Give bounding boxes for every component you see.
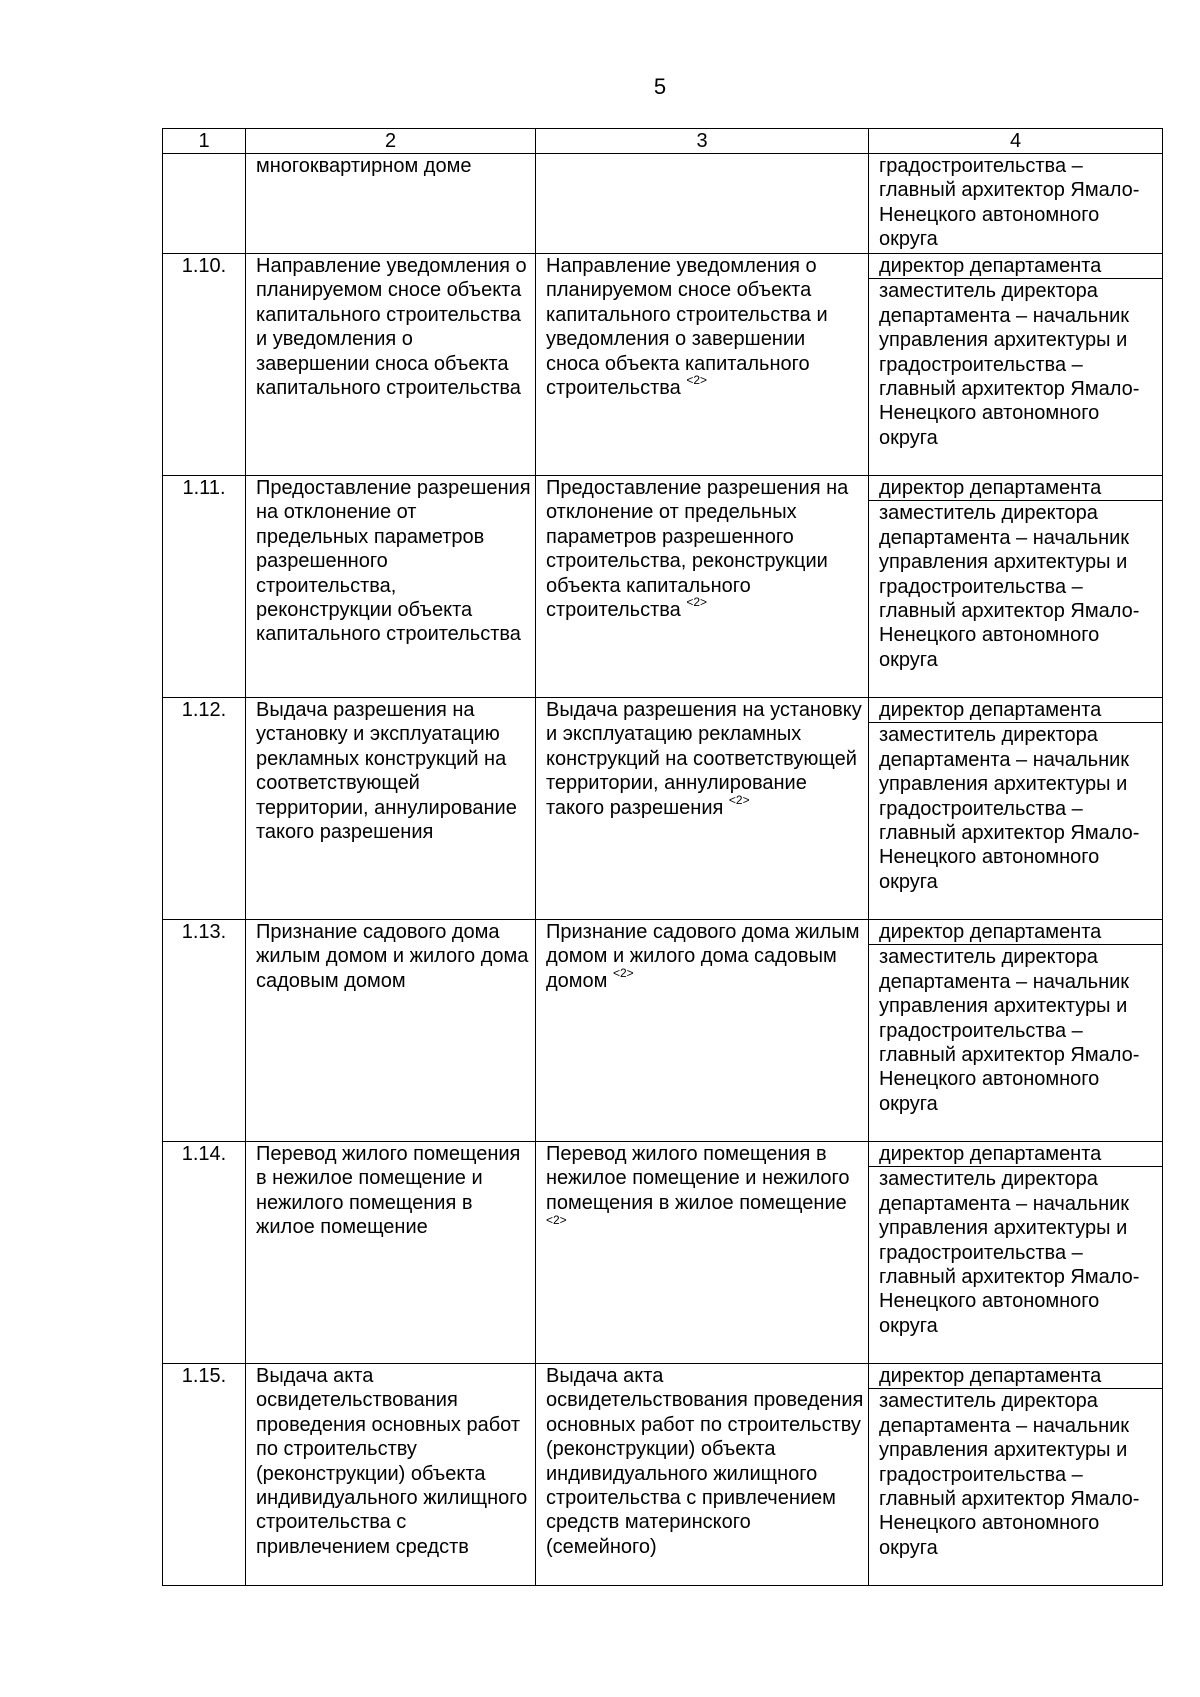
footnote-mark: <2>: [546, 1212, 567, 1227]
basis-text: Выдача разрешения на установку и эксплуатацию рекламных конструкций на соответствующей территории, аннулирование такого разрешения: [546, 699, 862, 819]
responsible-primary: директор департамента: [869, 1364, 1162, 1389]
basis-text: Перевод жилого помещения в нежилое помещение и нежилого помещения в жилое помещение: [546, 1143, 850, 1214]
service-cell: Направление уведомления о планируемом сносе объекта капитального строительства и уведомления о завершении сноса объекта капитального строительства: [246, 254, 536, 476]
responsible-cell: [869, 476, 1163, 698]
column-header: 3: [536, 129, 869, 154]
table-row-continuation: [163, 154, 1163, 254]
row-number: 1.11.: [163, 476, 246, 698]
basis-cell: [536, 476, 869, 698]
service-cell: Выдача акта освидетельствования проведения основных работ по строительству (реконструкции) объекта индивидуального жилищного строительства с привлечением средств: [246, 1364, 536, 1586]
row-number: 1.13.: [163, 920, 246, 1142]
responsible-secondary: заместитель директора департамента – начальник управления архитектуры и градостроительства – главный архитектор Ямало-Ненецкого автономного округа: [879, 1168, 1140, 1337]
basis-text: Предоставление разрешения на отклонение от предельных параметров разрешенного строительства, реконструкции объекта капитального строительства: [546, 477, 849, 622]
column-header: 1: [163, 129, 246, 154]
page-number: 5: [653, 74, 667, 99]
responsible-secondary: заместитель директора департамента – начальник управления архитектуры и градостроительства – главный архитектор Ямало-Ненецкого автономного округа: [879, 946, 1140, 1115]
row-number: 1.10.: [163, 254, 246, 476]
service-cell: Перевод жилого помещения в нежилое помещение и нежилого помещения в жилое помещение: [246, 1142, 536, 1364]
responsible-cell: [869, 1364, 1163, 1586]
row-number-cell: [163, 154, 246, 254]
table-header-row: [163, 129, 1163, 154]
responsible-cell: [869, 254, 1163, 476]
service-cell: Признание садового дома жилым домом и жилого дома садовым домом: [246, 920, 536, 1142]
basis-cell: [536, 154, 869, 254]
table-row: [163, 1142, 1163, 1364]
table-row: [163, 1364, 1163, 1586]
basis-text: Признание садового дома жилым домом и жилого дома садовым домом: [546, 921, 860, 992]
responsible-secondary: заместитель директора департамента – начальник управления архитектуры и градостроительства – главный архитектор Ямало-Ненецкого автономного округа: [879, 1390, 1140, 1559]
responsible-secondary: заместитель директора департамента – начальник управления архитектуры и градостроительства – главный архитектор Ямало-Ненецкого автономного округа: [879, 280, 1140, 449]
basis-cell: [536, 1364, 869, 1586]
responsible-primary: директор департамента: [869, 920, 1162, 945]
service-cell: Предоставление разрешения на отклонение от предельных параметров разрешенного строительства, реконструкции объекта капитального строительства: [246, 476, 536, 698]
row-number: 1.12.: [163, 698, 246, 920]
table-row: [163, 698, 1163, 920]
responsible-secondary: заместитель директора департамента – начальник управления архитектуры и градостроительства – главный архитектор Ямало-Ненецкого автономного округа: [879, 724, 1140, 893]
responsible-secondary: заместитель директора департамента – начальник управления архитектуры и градостроительства – главный архитектор Ямало-Ненецкого автономного округа: [879, 502, 1140, 671]
responsible-primary: директор департамента: [869, 254, 1162, 279]
footnote-mark: <2>: [686, 595, 708, 610]
basis-text: Направление уведомления о планируемом сносе объекта капитального строительства и уведомления о завершении сноса объекта капитального строительства: [546, 255, 828, 400]
responsible-primary: директор департамента: [869, 476, 1162, 501]
column-header: 2: [246, 129, 536, 154]
basis-cell: [536, 698, 869, 920]
basis-cell: [536, 254, 869, 476]
row-number: 1.14.: [163, 1142, 246, 1364]
responsible-cell: градостроительства – главный архитектор Ямало-Ненецкого автономного округа: [869, 154, 1163, 254]
service-cell: многоквартирном доме: [246, 154, 536, 254]
footnote-mark: <2>: [612, 966, 634, 981]
basis-cell: [536, 920, 869, 1142]
service-cell: Выдача разрешения на установку и эксплуатацию рекламных конструкций на соответствующей территории, аннулирование такого разрешения: [246, 698, 536, 920]
responsible-primary: директор департамента: [869, 1142, 1162, 1167]
responsible-cell: [869, 698, 1163, 920]
services-table: [162, 128, 1163, 1586]
row-number: 1.15.: [163, 1364, 246, 1586]
column-header: 4: [869, 129, 1163, 154]
footnote-mark: <2>: [686, 373, 708, 388]
responsible-cell: [869, 920, 1163, 1142]
basis-cell: [536, 1142, 869, 1364]
responsible-cell: [869, 1142, 1163, 1364]
table-row: [163, 254, 1163, 476]
table-row: [163, 920, 1163, 1142]
responsible-primary: директор департамента: [869, 698, 1162, 723]
table-row: [163, 476, 1163, 698]
footnote-mark: <2>: [728, 792, 750, 807]
basis-text: Выдача акта освидетельствования проведения основных работ по строительству (реконструкции) объекта индивидуального жилищного строительства с привлечением средств материнского (семейного): [546, 1365, 864, 1558]
